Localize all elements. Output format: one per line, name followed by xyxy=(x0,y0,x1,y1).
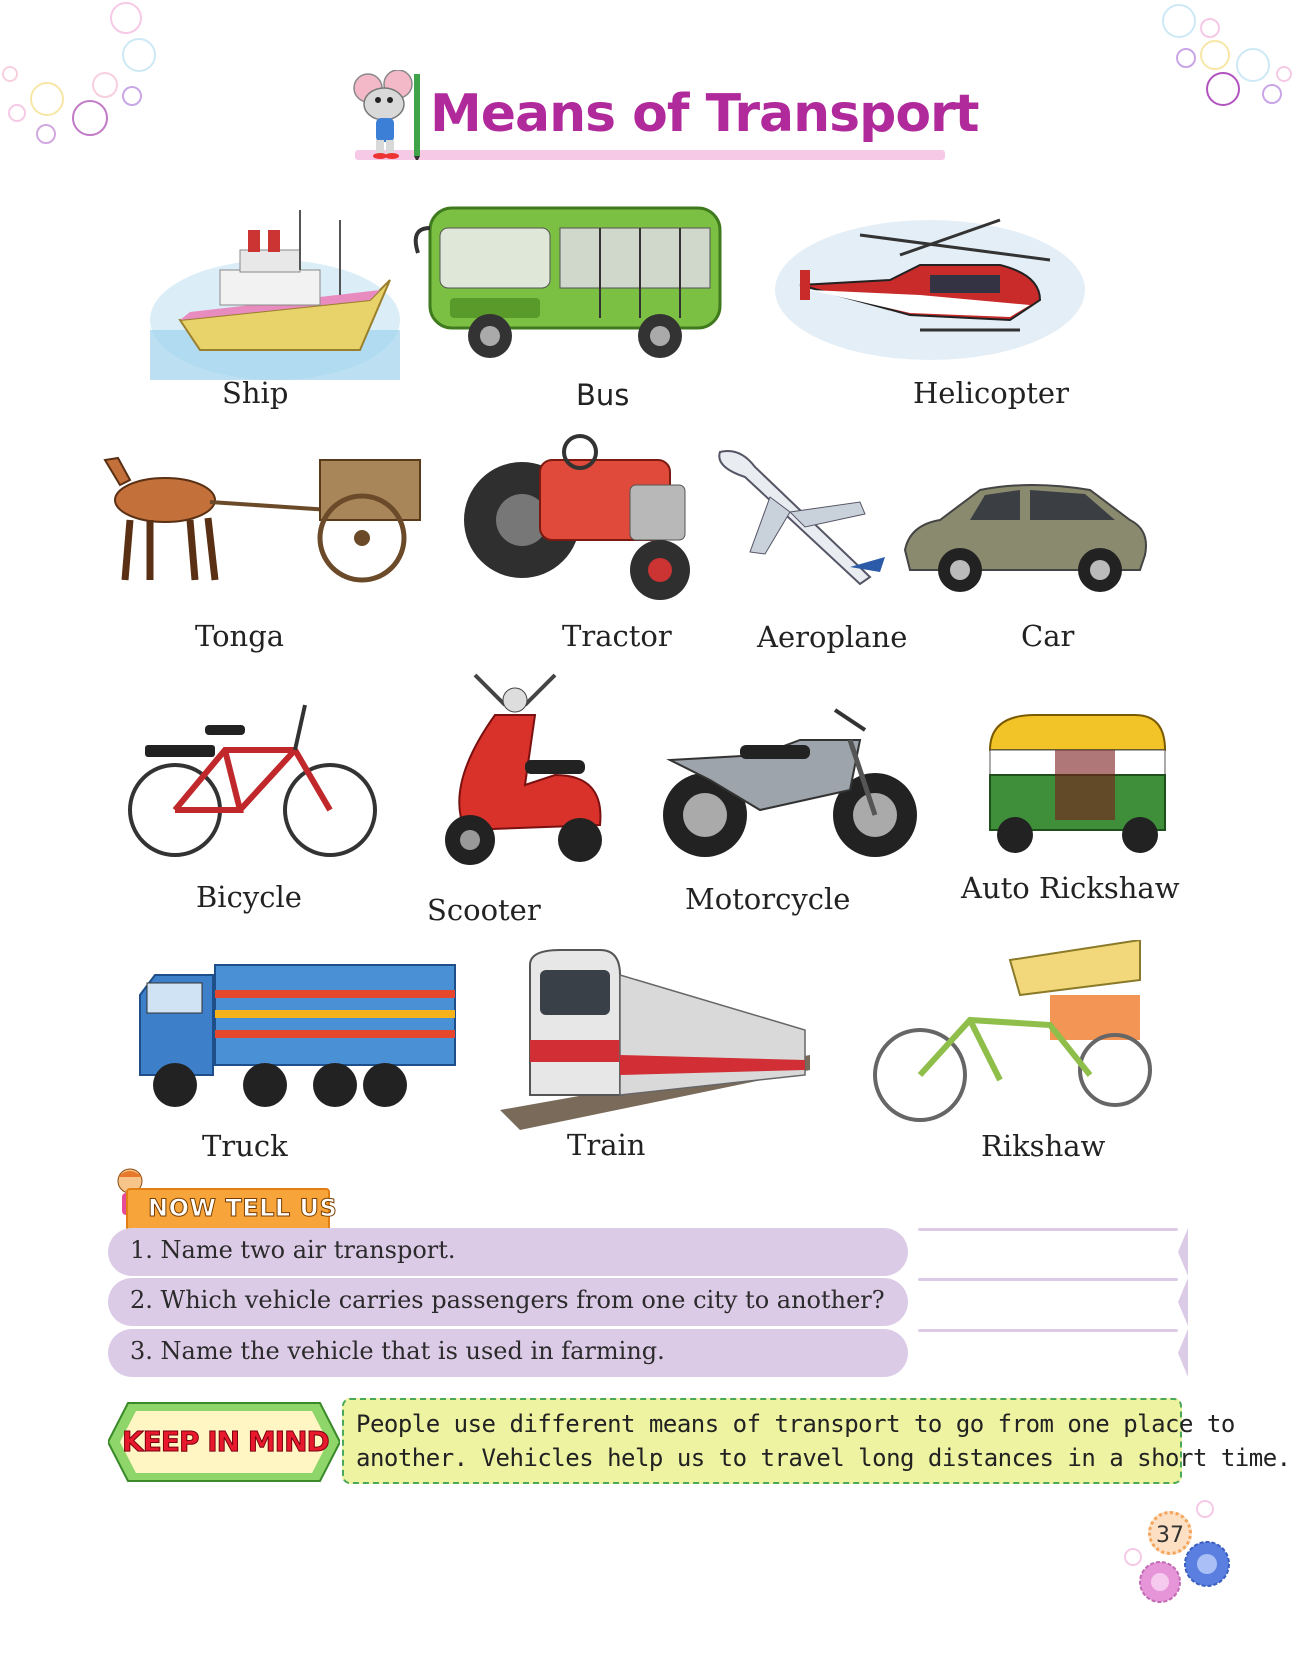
decor-bubble xyxy=(36,124,56,144)
page-title: Means of Transport xyxy=(430,84,979,144)
vehicle-label-tractor: Tractor xyxy=(562,619,672,653)
ship-illustration xyxy=(150,200,400,380)
vehicle-label-bus: Bus xyxy=(576,378,630,412)
decor-bubble xyxy=(1262,84,1282,104)
vehicle-label-tonga: Tonga xyxy=(195,619,285,653)
keep-in-mind-badge xyxy=(108,1393,340,1491)
scooter-illustration xyxy=(425,665,610,875)
motorcycle-illustration xyxy=(650,700,930,865)
decor-bubble xyxy=(122,86,142,106)
decor-bubble xyxy=(1206,72,1240,106)
vehicle-label-car: Car xyxy=(1021,619,1075,653)
vehicle-label-bicycle: Bicycle xyxy=(196,880,302,914)
page-number: 37 xyxy=(1148,1511,1192,1555)
question-pill xyxy=(108,1228,908,1276)
rikshaw-illustration xyxy=(870,940,1155,1130)
vehicle-label-auto-rickshaw: Auto Rickshaw xyxy=(961,871,1180,905)
keep-in-mind-note xyxy=(342,1398,1291,1484)
question-pill xyxy=(108,1278,908,1326)
decor-bubble xyxy=(72,100,108,136)
decor-bubble xyxy=(92,72,118,98)
decor-bubble xyxy=(1236,48,1270,82)
decor-bubble xyxy=(1276,66,1292,82)
note-line-1: People use different means of transport to go from one place to xyxy=(356,1410,1235,1438)
keep-in-mind-label: KEEP IN MIND xyxy=(122,1425,329,1458)
decor-bubble xyxy=(30,82,64,116)
aeroplane-illustration xyxy=(710,442,890,592)
decor-bubble xyxy=(1196,1500,1214,1518)
answer-blank[interactable] xyxy=(908,1278,1188,1326)
vehicle-label-rikshaw: Rikshaw xyxy=(981,1129,1106,1163)
train-illustration xyxy=(500,945,810,1130)
flower-decor-icon xyxy=(1183,1540,1231,1588)
helicopter-illustration xyxy=(770,205,1090,370)
flower-decor-icon xyxy=(1138,1560,1182,1604)
decor-bubble xyxy=(1200,18,1220,38)
vehicle-label-helicopter: Helicopter xyxy=(913,376,1069,410)
vehicle-label-aeroplane: Aeroplane xyxy=(757,620,908,654)
question-text: 1. Name two air transport. xyxy=(130,1236,456,1264)
now-tell-us-heading: NOW TELL US xyxy=(148,1194,338,1222)
vehicle-label-truck: Truck xyxy=(202,1129,288,1163)
decor-bubble xyxy=(110,2,142,34)
question-row xyxy=(108,1228,1188,1276)
decor-bubble xyxy=(8,104,26,122)
decor-bubble xyxy=(122,38,156,72)
decor-bubble xyxy=(1176,48,1196,68)
question-text: 3. Name the vehicle that is used in farming. xyxy=(130,1337,665,1365)
vehicle-label-train: Train xyxy=(567,1128,646,1162)
answer-blank[interactable] xyxy=(908,1228,1188,1276)
vehicle-label-scooter: Scooter xyxy=(427,893,541,927)
tractor-illustration xyxy=(460,430,720,610)
truck-illustration xyxy=(135,955,460,1125)
auto-rickshaw-illustration xyxy=(975,710,1175,860)
question-row xyxy=(108,1278,1188,1326)
question-row xyxy=(108,1329,1188,1377)
decor-bubble xyxy=(2,66,18,82)
tonga-illustration xyxy=(100,440,445,590)
question-pill xyxy=(108,1329,908,1377)
note-line-2: another. Vehicles help us to travel long distances in a short time. xyxy=(356,1444,1291,1472)
answer-blank[interactable] xyxy=(908,1329,1188,1377)
bicycle-illustration xyxy=(125,690,385,860)
title-block xyxy=(350,70,979,170)
vehicle-label-ship: Ship xyxy=(222,376,289,410)
decor-bubble xyxy=(1200,40,1230,70)
title-underline xyxy=(355,150,945,160)
question-text: 2. Which vehicle carries passengers from one city to another? xyxy=(130,1286,885,1314)
car-illustration xyxy=(900,470,1150,600)
now-tell-us-tag xyxy=(126,1188,338,1232)
decor-bubble xyxy=(1162,4,1196,38)
vehicle-label-motorcycle: Motorcycle xyxy=(685,882,851,916)
mouse-mascot-icon xyxy=(350,70,430,160)
bus-illustration xyxy=(410,198,730,363)
